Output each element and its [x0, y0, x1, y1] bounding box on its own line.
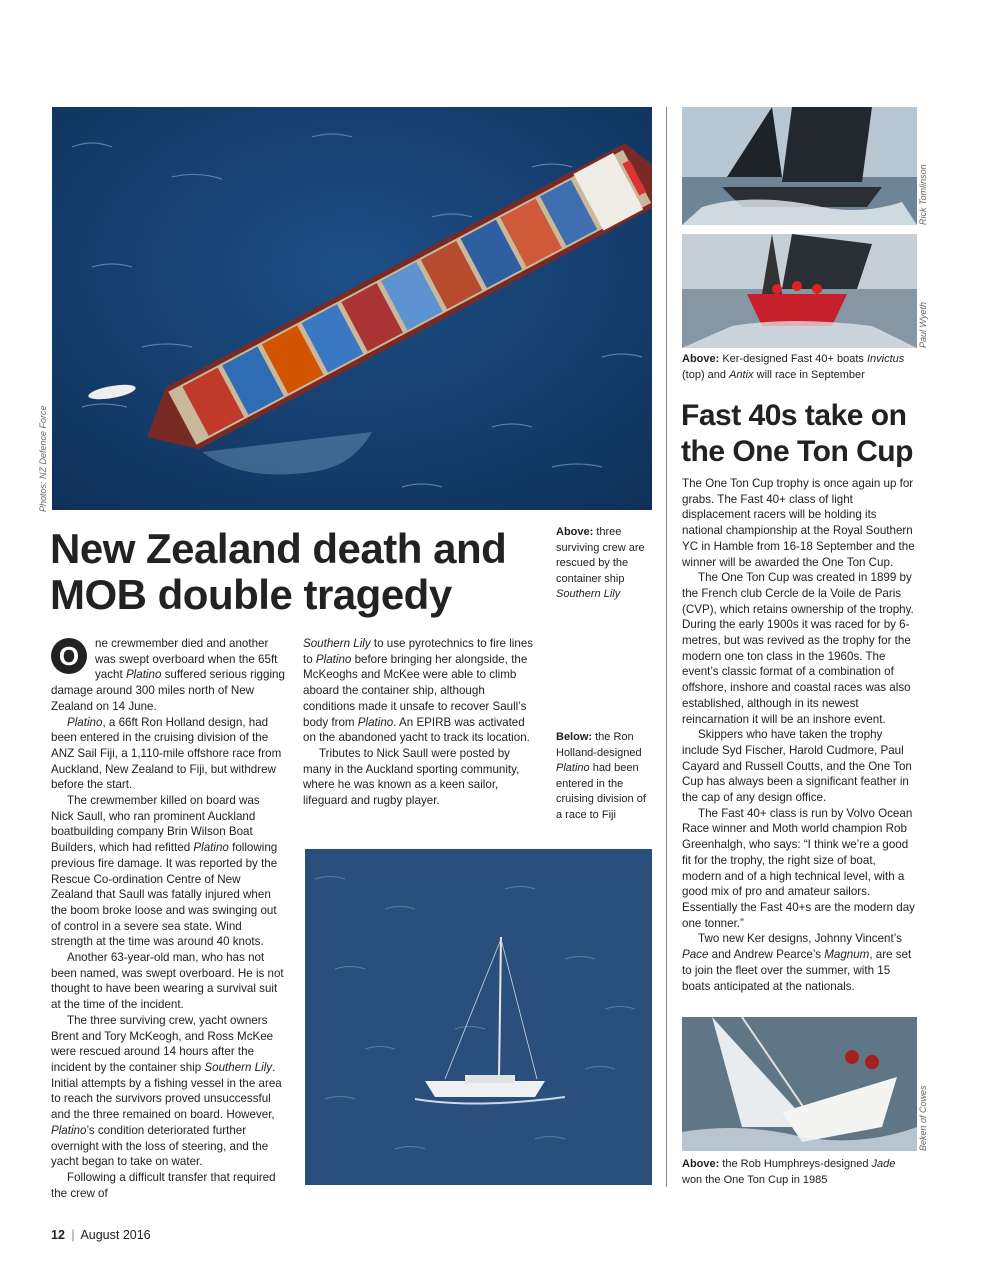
p1-text-b: suffered serious rigging damage around 300 miles north of New Zealand on 14 June. — [51, 668, 285, 713]
platino-yacht-photo — [305, 849, 652, 1185]
column-divider — [666, 107, 667, 1187]
side-article-body — [682, 476, 918, 994]
page-number: 12 — [51, 1228, 65, 1242]
p3-text-a: The crewmember killed on board was Nick Saull, who ran prominent Auckland boatbuilding company Brin Wilson Boat Builders, which had refitted — [51, 794, 260, 855]
p6-platino: Platino — [315, 652, 352, 666]
side-p5-magnum: Magnum — [824, 948, 870, 962]
fast40-caption-text-c: will race in September — [753, 368, 865, 381]
main-paragraph-3 — [51, 793, 285, 950]
p1-text-a: ne crewmember died and another was swept overboard when the 65ft yacht — [95, 637, 278, 682]
fast40-caption-text-a: Ker-designed Fast 40+ boats — [719, 353, 867, 365]
main-paragraph-4: Another 63-year-old man, who has not been named, was swept overboard. He is not thought to have been wearing a survival suit at the time of the incident. — [51, 951, 284, 1012]
side-paragraph-4: The Fast 40+ class is run by Volvo Ocean Race winner and Moth world champion Rob Greenhalgh, who says: “I think we’re a good fit for the trophy, the right size of boat, modern and of a high technical level, with a good mix of pro and amateur sailors. Essentially the Fast 40+s are the modern day one tonner.” — [682, 806, 915, 930]
invictus-credit: Rick Tomlinson — [918, 164, 928, 225]
side-p5-text-c: , are set to join the fleet over the summer, with 15 boats anticipated at the nationals. — [682, 948, 912, 993]
footer-separator: | — [71, 1228, 75, 1242]
side-headline: Fast 40s take on the One Ton Cup — [681, 399, 913, 468]
issue-date: August 2016 — [80, 1228, 151, 1242]
p6-ship: Southern Lily — [303, 637, 371, 650]
main-paragraph-5 — [51, 1013, 285, 1170]
main-paragraph-1 — [51, 636, 285, 715]
p5-platino: Platino — [51, 1123, 87, 1137]
fast40-caption-text-b: (top) and — [682, 368, 730, 381]
jade-caption — [682, 1157, 918, 1188]
ship-photo-credit: Photos: NZ Defence Force — [38, 405, 48, 512]
fast40-caption-label: Above: — [682, 353, 720, 365]
fast40-caption-antix: Antix — [729, 368, 754, 381]
p5-text-b: . Initial attempts by a fishing vessel in the area to reach the survivors proved unsuccessful and the three remained on board. However, — [51, 1060, 282, 1122]
yacht-caption-text-a: the Ron Holland-designed — [556, 731, 642, 759]
p2-platino: Platino — [67, 715, 103, 729]
jade-caption-text-b: won the One Ton Cup in 1985 — [682, 1173, 828, 1186]
ship-caption-label: Above: — [556, 526, 594, 538]
p5-ship: Southern Lily — [204, 1060, 273, 1074]
jade-illustration — [682, 1017, 917, 1151]
main-article-column-1 — [51, 636, 285, 1201]
antix-credit: Paul Wyeth — [918, 301, 928, 348]
invictus-photo — [682, 107, 917, 225]
side-paragraph-3: Skippers who have taken the trophy include Syd Fischer, Harold Cudmore, Paul Cayard and Russell Coutts, and the One Ton Cup has always been a significant feather in the cap of any design office. — [682, 728, 912, 805]
main-paragraph-2 — [51, 715, 285, 794]
container-ship-photo — [52, 107, 652, 510]
jade-credit: Beken of Cowes — [918, 1085, 928, 1151]
yacht-illustration — [305, 849, 652, 1185]
main-paragraph-6-cont — [303, 636, 539, 746]
side-paragraph-5 — [682, 931, 918, 994]
p6-text-d: . An EPIRB was activated on the abandoned yacht to track its location. — [303, 715, 530, 745]
main-paragraph-6-start — [51, 1170, 285, 1201]
side-paragraph-1: The One Ton Cup trophy is once again up for grabs. The Fast 40+ class of light displacement racers will be holding its national championship at the Royal Southern YC in Hamble from 16-18 September and the winner will be awarded the One Ton Cup. — [682, 477, 915, 569]
ship-caption — [556, 525, 654, 603]
p6-text-c: before bringing her alongside, the McKeoghs and McKee were able to climb aboard the container ship, although conditions made it unsafe to recover Saull’s body from — [303, 652, 528, 729]
ship-caption-name: Southern Lily — [556, 588, 621, 600]
main-article-column-2 — [303, 636, 539, 809]
fast40-caption-invictus: Invictus — [866, 353, 905, 365]
side-p5-pace: Pace — [682, 948, 709, 962]
jade-caption-text-a: the Rob Humphreys-designed — [719, 1158, 872, 1170]
side-paragraph-2: The One Ton Cup was created in 1899 by the French club Cercle de la Voile de Paris (CVP), which retains ownership of the trophy. During the early 1900s it was raced for by 6-metres, but was revived as the trophy for the modern one ton class in the 1960s. The event’s classic format of a combination of offshore, inshore and coastal races was also established, although in its newest reincarnation it will be an inshore event. — [682, 571, 914, 726]
ship-caption-text: three surviving crew are rescued by the container ship — [556, 526, 645, 585]
ship-illustration — [52, 107, 652, 510]
yacht-caption-text-b: had been entered in the cruising division of a race to Fiji — [556, 762, 646, 821]
jade-photo — [682, 1017, 917, 1151]
yacht-caption — [556, 730, 654, 823]
antix-photo — [682, 234, 917, 348]
page-footer — [51, 1228, 151, 1242]
jade-caption-label: Above: — [682, 1158, 720, 1170]
p6-text-b: to use pyrotechnics to fire lines to — [303, 637, 534, 666]
p6-text-a: Following a difficult transfer that required the crew of — [51, 1170, 276, 1200]
p5-text-a: The three surviving crew, yacht owners Brent and Tory McKeogh, and Ross McKee were rescued around 14 hours after the incident by the container ship — [51, 1013, 274, 1074]
p1-platino: Platino — [125, 668, 162, 682]
drop-cap: O — [51, 638, 87, 674]
jade-caption-name: Jade — [871, 1158, 896, 1170]
main-headline: New Zealand death and MOB double tragedy — [50, 525, 507, 618]
invictus-illustration — [682, 107, 917, 225]
p6-platino-2: Platino — [357, 715, 394, 729]
side-p5-text-a: Two new Ker designs, Johnny Vincent’s — [698, 932, 902, 946]
main-paragraph-7: Tributes to Nick Saull were posted by many in the Auckland sporting community, where he was known as a keen sailor, lifeguard and rugby player. — [303, 746, 520, 808]
p5-text-c: ’s condition deteriorated further overnight with the loss of steering, and the yacht began to take on water. — [51, 1123, 269, 1169]
antix-illustration — [682, 234, 917, 348]
fast40-caption — [682, 352, 918, 383]
p2-text: , a 66ft Ron Holland design, had been entered in the cruising division of the ANZ Sail Fiji, a 1,110-mile offshore race from Auckland, New Zealand to Fiji, but withdrew before the start. — [51, 715, 282, 792]
p3-text-b: following previous fire damage. It was reported by the Rescue Co-ordination Centre of New Zealand that Saull was fatally injured when the boom broke loose and was swinging out of control in a severe sea state. Wind strength at the time was around 40 knots. — [51, 841, 278, 949]
yacht-caption-name: Platino — [556, 762, 590, 774]
side-p5-text-b: and Andrew Pearce’s — [708, 948, 825, 962]
yacht-caption-label: Below: — [556, 731, 593, 743]
p3-platino: Platino — [193, 841, 229, 855]
